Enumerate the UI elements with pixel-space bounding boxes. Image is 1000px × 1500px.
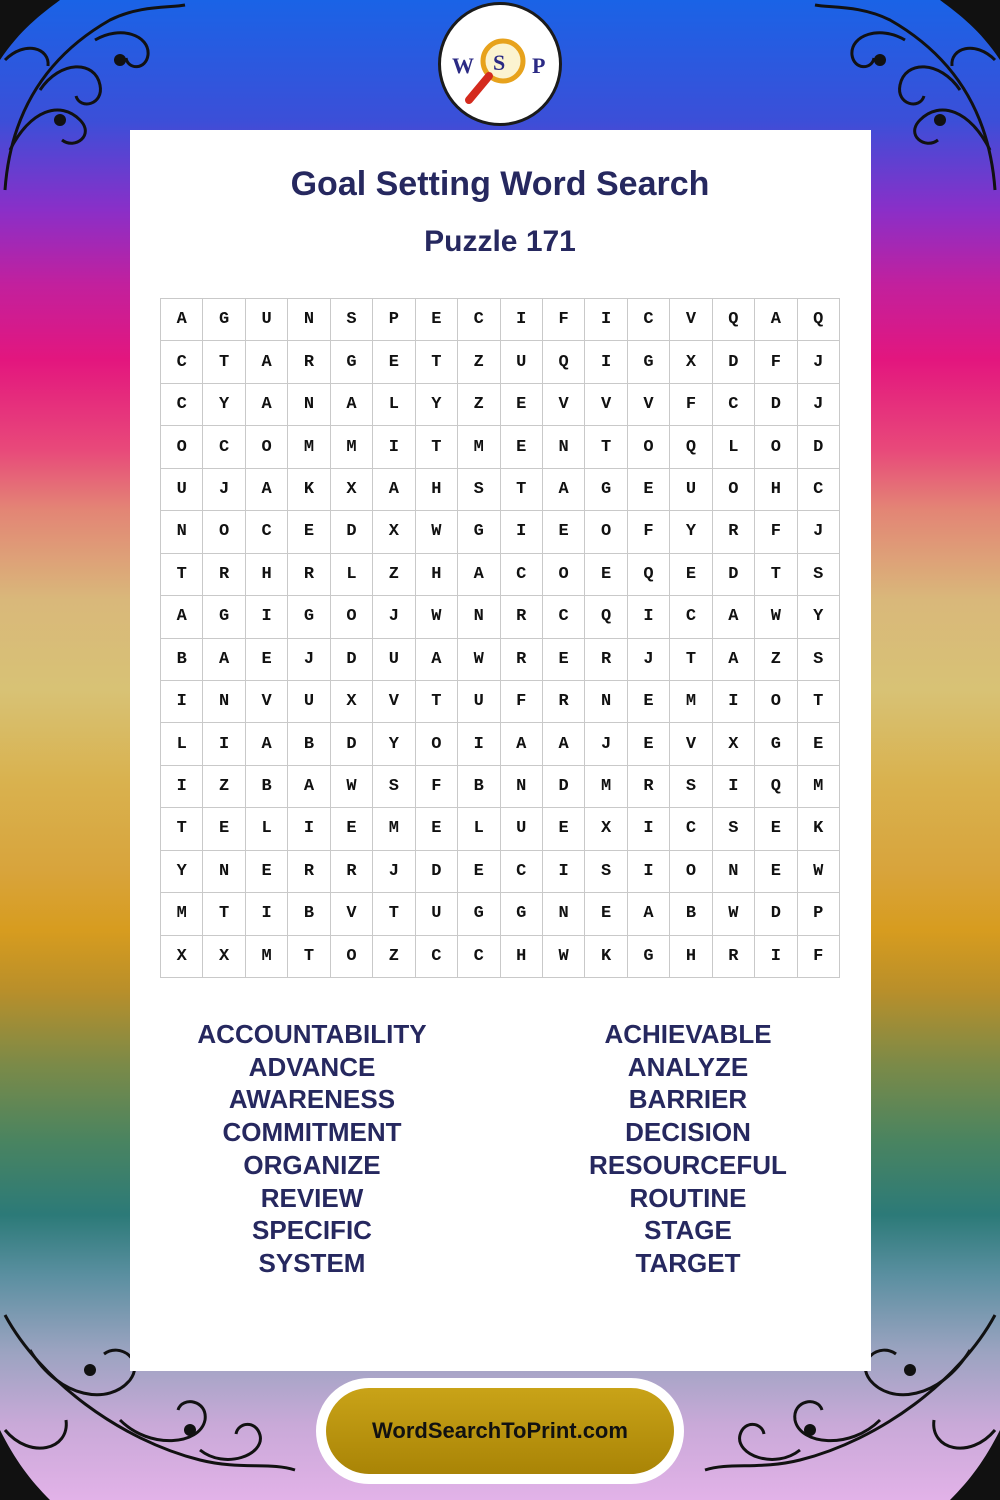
grid-cell[interactable]: V xyxy=(670,299,712,341)
grid-cell[interactable]: U xyxy=(288,681,330,723)
grid-cell[interactable]: M xyxy=(373,808,415,850)
grid-cell[interactable]: V xyxy=(246,681,288,723)
puzzle-number: Puzzle 171 xyxy=(424,225,576,258)
word-list-item: STAGE xyxy=(644,1215,732,1246)
grid-cell[interactable]: I xyxy=(628,596,670,638)
logo-letter-w: W xyxy=(452,53,474,78)
grid-cell[interactable]: F xyxy=(798,936,840,978)
word-list-item: COMMITMENT xyxy=(222,1117,402,1148)
grid-cell[interactable]: A xyxy=(628,893,670,935)
grid-cell[interactable]: U xyxy=(161,469,203,511)
grid-cell[interactable]: I xyxy=(501,511,543,553)
grid-cell[interactable]: Y xyxy=(373,723,415,765)
grid-cell[interactable]: Q xyxy=(628,554,670,596)
grid-cell[interactable]: N xyxy=(585,681,627,723)
grid-cell[interactable]: E xyxy=(501,426,543,468)
word-list-item: ANALYZE xyxy=(627,1051,749,1082)
grid-cell[interactable]: D xyxy=(755,384,797,426)
grid-cell[interactable]: T xyxy=(755,554,797,596)
grid-cell[interactable]: E xyxy=(755,808,797,850)
grid-cell[interactable]: U xyxy=(246,299,288,341)
grid-cell[interactable]: B xyxy=(288,893,330,935)
grid-cell[interactable]: I xyxy=(628,851,670,893)
grid-cell[interactable]: B xyxy=(458,766,500,808)
grid-cell[interactable]: W xyxy=(543,936,585,978)
grid-cell[interactable]: G xyxy=(203,299,245,341)
grid-cell[interactable]: G xyxy=(458,893,500,935)
grid-cell[interactable]: D xyxy=(416,851,458,893)
grid-cell[interactable]: A xyxy=(246,723,288,765)
grid-cell[interactable]: L xyxy=(246,808,288,850)
grid-cell[interactable]: N xyxy=(203,681,245,723)
grid-cell[interactable]: Z xyxy=(203,766,245,808)
word-list-item: ACCOUNTABILITY xyxy=(197,1019,427,1049)
grid-cell[interactable]: V xyxy=(628,384,670,426)
grid-cell[interactable]: Z xyxy=(373,554,415,596)
grid-cell[interactable]: I xyxy=(501,299,543,341)
grid-cell[interactable]: A xyxy=(713,596,755,638)
grid-cell[interactable]: E xyxy=(628,681,670,723)
grid-cell[interactable]: E xyxy=(670,554,712,596)
grid-cell[interactable]: E xyxy=(416,299,458,341)
grid-cell[interactable]: O xyxy=(755,681,797,723)
grid-cell[interactable]: V xyxy=(373,681,415,723)
grid-cell[interactable]: R xyxy=(203,554,245,596)
grid-cell[interactable]: T xyxy=(670,639,712,681)
grid-cell[interactable]: Q xyxy=(670,426,712,468)
grid-cell[interactable]: R xyxy=(713,511,755,553)
grid-cell[interactable]: E xyxy=(585,554,627,596)
grid-cell[interactable]: F xyxy=(501,681,543,723)
grid-cell[interactable]: F xyxy=(543,299,585,341)
grid-cell[interactable]: G xyxy=(755,723,797,765)
grid-cell[interactable]: S xyxy=(798,554,840,596)
word-list-item: SYSTEM xyxy=(258,1247,366,1278)
grid-cell[interactable]: D xyxy=(543,766,585,808)
grid-cell[interactable]: M xyxy=(458,426,500,468)
grid-cell[interactable]: C xyxy=(501,851,543,893)
grid-cell[interactable]: D xyxy=(755,893,797,935)
grid-cell[interactable]: L xyxy=(458,808,500,850)
grid-cell[interactable]: M xyxy=(331,426,373,468)
grid-cell[interactable]: B xyxy=(246,766,288,808)
grid-cell[interactable]: C xyxy=(203,426,245,468)
grid-cell[interactable]: E xyxy=(543,808,585,850)
grid-cell[interactable]: X xyxy=(585,808,627,850)
grid-cell[interactable]: V xyxy=(331,893,373,935)
grid-cell[interactable]: N xyxy=(458,596,500,638)
grid-cell[interactable]: W xyxy=(416,596,458,638)
grid-cell[interactable]: N xyxy=(203,851,245,893)
grid-cell[interactable]: R xyxy=(331,851,373,893)
grid-cell[interactable]: C xyxy=(670,808,712,850)
grid-cell[interactable]: E xyxy=(798,723,840,765)
grid-cell[interactable]: N xyxy=(288,299,330,341)
grid-cell[interactable]: O xyxy=(585,511,627,553)
grid-cell[interactable]: C xyxy=(628,299,670,341)
grid-cell[interactable]: R xyxy=(628,766,670,808)
grid-cell[interactable]: O xyxy=(713,469,755,511)
grid-cell[interactable]: O xyxy=(543,554,585,596)
grid-cell[interactable]: T xyxy=(416,341,458,383)
grid-cell[interactable]: R xyxy=(501,639,543,681)
grid-cell[interactable]: E xyxy=(501,384,543,426)
grid-cell[interactable]: A xyxy=(458,554,500,596)
word-list-item: DECISION xyxy=(625,1117,751,1148)
grid-cell[interactable]: T xyxy=(161,808,203,850)
grid-cell[interactable]: T xyxy=(373,893,415,935)
grid-cell[interactable]: V xyxy=(670,723,712,765)
grid-cell[interactable]: L xyxy=(373,384,415,426)
grid-cell[interactable]: Q xyxy=(543,341,585,383)
logo-letter-p: P xyxy=(532,53,546,78)
grid-cell[interactable]: R xyxy=(288,554,330,596)
grid-cell[interactable]: Q xyxy=(755,766,797,808)
grid-cell[interactable]: U xyxy=(670,469,712,511)
grid-cell[interactable]: O xyxy=(203,511,245,553)
grid-cell[interactable]: O xyxy=(161,426,203,468)
grid-cell[interactable]: F xyxy=(755,511,797,553)
grid-cell[interactable]: Z xyxy=(458,384,500,426)
grid-cell[interactable]: D xyxy=(331,639,373,681)
grid-cell[interactable]: C xyxy=(416,936,458,978)
grid-cell[interactable]: E xyxy=(246,639,288,681)
grid-cell[interactable]: I xyxy=(288,808,330,850)
grid-cell[interactable]: B xyxy=(288,723,330,765)
grid-cell[interactable]: O xyxy=(670,851,712,893)
grid-cell[interactable]: D xyxy=(331,511,373,553)
website-link-button[interactable]: WordSearchToPrint.com xyxy=(326,1388,674,1474)
grid-cell[interactable]: S xyxy=(585,851,627,893)
grid-cell[interactable]: V xyxy=(543,384,585,426)
grid-cell[interactable]: G xyxy=(628,341,670,383)
word-list-item: ACHIEVABLE xyxy=(604,1019,772,1049)
grid-cell[interactable]: Z xyxy=(373,936,415,978)
grid-cell[interactable]: E xyxy=(246,851,288,893)
grid-cell[interactable]: I xyxy=(246,596,288,638)
grid-cell[interactable]: P xyxy=(798,893,840,935)
word-list-left xyxy=(132,1018,492,1280)
grid-cell[interactable]: J xyxy=(798,384,840,426)
grid-cell[interactable]: M xyxy=(798,766,840,808)
grid-cell[interactable]: I xyxy=(373,426,415,468)
grid-cell[interactable]: N xyxy=(288,384,330,426)
grid-cell[interactable]: N xyxy=(713,851,755,893)
grid-cell[interactable]: G xyxy=(458,511,500,553)
grid-cell[interactable]: N xyxy=(501,766,543,808)
grid-cell[interactable]: D xyxy=(331,723,373,765)
grid-cell[interactable]: T xyxy=(416,681,458,723)
grid-cell[interactable]: H xyxy=(670,936,712,978)
grid-cell[interactable]: C xyxy=(246,511,288,553)
grid-cell[interactable]: S xyxy=(458,469,500,511)
grid-cell[interactable]: E xyxy=(543,639,585,681)
grid-cell[interactable]: Y xyxy=(161,851,203,893)
grid-cell[interactable]: I xyxy=(713,681,755,723)
grid-cell[interactable]: Y xyxy=(203,384,245,426)
grid-cell[interactable]: B xyxy=(670,893,712,935)
grid-cell[interactable]: A xyxy=(331,384,373,426)
grid-cell[interactable]: A xyxy=(288,766,330,808)
grid-cell[interactable]: D xyxy=(798,426,840,468)
grid-cell[interactable]: U xyxy=(501,808,543,850)
grid-cell[interactable]: O xyxy=(755,426,797,468)
grid-cell[interactable]: E xyxy=(373,341,415,383)
grid-cell[interactable]: H xyxy=(246,554,288,596)
grid-cell[interactable]: U xyxy=(416,893,458,935)
grid-cell[interactable]: Z xyxy=(755,639,797,681)
grid-cell[interactable]: C xyxy=(543,596,585,638)
page-title: Goal Setting Word Search xyxy=(290,165,710,203)
grid-cell[interactable]: J xyxy=(373,596,415,638)
grid-cell[interactable]: L xyxy=(331,554,373,596)
grid-cell[interactable]: X xyxy=(670,341,712,383)
grid-cell[interactable]: Q xyxy=(798,299,840,341)
grid-cell[interactable]: I xyxy=(161,681,203,723)
grid-cell[interactable]: H xyxy=(755,469,797,511)
grid-cell[interactable]: Q xyxy=(713,299,755,341)
word-list-item: TARGET xyxy=(635,1247,741,1278)
word-list-item: ROUTINE xyxy=(629,1182,747,1213)
grid-cell[interactable]: E xyxy=(628,723,670,765)
grid-cell[interactable]: R xyxy=(501,596,543,638)
grid-cell[interactable]: J xyxy=(585,723,627,765)
grid-cell[interactable]: A xyxy=(713,639,755,681)
grid-cell[interactable]: O xyxy=(246,426,288,468)
grid-cell[interactable]: S xyxy=(331,299,373,341)
grid-cell[interactable]: S xyxy=(670,766,712,808)
grid-cell[interactable]: X xyxy=(373,511,415,553)
grid-cell[interactable]: M xyxy=(288,426,330,468)
grid-cell[interactable]: T xyxy=(798,681,840,723)
grid-cell[interactable]: O xyxy=(628,426,670,468)
grid-cell[interactable]: A xyxy=(246,384,288,426)
grid-cell[interactable]: O xyxy=(331,596,373,638)
grid-cell[interactable]: T xyxy=(585,426,627,468)
grid-cell[interactable]: R xyxy=(288,341,330,383)
grid-cell[interactable]: W xyxy=(331,766,373,808)
grid-cell[interactable]: E xyxy=(458,851,500,893)
grid-cell[interactable]: D xyxy=(713,341,755,383)
grid-cell[interactable]: D xyxy=(713,554,755,596)
grid-cell[interactable]: N xyxy=(543,426,585,468)
grid-cell[interactable]: C xyxy=(161,384,203,426)
grid-cell[interactable]: X xyxy=(331,681,373,723)
word-list-item: REVIEW xyxy=(260,1182,364,1213)
grid-cell[interactable]: A xyxy=(246,469,288,511)
word-list-item: ADVANCE xyxy=(248,1051,376,1082)
grid-cell[interactable]: C xyxy=(713,384,755,426)
grid-cell[interactable]: T xyxy=(288,936,330,978)
grid-cell[interactable]: A xyxy=(501,723,543,765)
grid-cell[interactable]: T xyxy=(501,469,543,511)
word-list-item: BARRIER xyxy=(628,1084,748,1115)
grid-cell[interactable]: J xyxy=(798,341,840,383)
grid-cell[interactable]: C xyxy=(161,341,203,383)
grid-cell[interactable]: C xyxy=(798,469,840,511)
grid-cell[interactable]: C xyxy=(458,936,500,978)
grid-cell[interactable]: I xyxy=(628,808,670,850)
grid-cell[interactable]: A xyxy=(246,341,288,383)
grid-cell[interactable]: G xyxy=(501,893,543,935)
grid-cell[interactable]: E xyxy=(543,511,585,553)
grid-cell[interactable]: F xyxy=(670,384,712,426)
grid-cell[interactable]: A xyxy=(161,596,203,638)
grid-cell[interactable]: A xyxy=(203,639,245,681)
grid-cell[interactable]: F xyxy=(755,341,797,383)
grid-cell[interactable]: I xyxy=(246,893,288,935)
grid-cell[interactable]: G xyxy=(585,469,627,511)
grid-cell[interactable]: I xyxy=(458,723,500,765)
word-list-right xyxy=(508,1018,868,1280)
grid-cell[interactable]: E xyxy=(416,808,458,850)
grid-cell[interactable]: E xyxy=(755,851,797,893)
grid-cell[interactable]: S xyxy=(798,639,840,681)
grid-cell[interactable]: M xyxy=(585,766,627,808)
grid-cell[interactable]: W xyxy=(798,851,840,893)
grid-cell[interactable]: W xyxy=(755,596,797,638)
grid-cell[interactable]: Y xyxy=(416,384,458,426)
grid-cell[interactable]: T xyxy=(203,341,245,383)
grid-cell[interactable]: I xyxy=(543,851,585,893)
grid-cell[interactable]: I xyxy=(585,341,627,383)
grid-cell[interactable]: X xyxy=(331,469,373,511)
grid-cell[interactable]: T xyxy=(416,426,458,468)
grid-cell[interactable]: M xyxy=(670,681,712,723)
grid-cell[interactable]: N xyxy=(543,893,585,935)
grid-cell[interactable]: C xyxy=(670,596,712,638)
grid-cell[interactable]: E xyxy=(628,469,670,511)
grid-cell[interactable]: B xyxy=(161,639,203,681)
word-list-item: RESOURCEFUL xyxy=(589,1149,787,1180)
grid-cell[interactable]: O xyxy=(331,936,373,978)
grid-cell[interactable]: A xyxy=(755,299,797,341)
grid-cell[interactable]: I xyxy=(203,723,245,765)
grid-cell[interactable]: S xyxy=(373,766,415,808)
grid-cell[interactable]: F xyxy=(416,766,458,808)
wsp-logo xyxy=(438,2,562,126)
grid-cell[interactable]: E xyxy=(203,808,245,850)
grid-cell[interactable]: M xyxy=(246,936,288,978)
grid-cell[interactable]: I xyxy=(713,766,755,808)
word-list-item: ORGANIZE xyxy=(243,1149,381,1180)
word-list-item: AWARENESS xyxy=(228,1084,396,1115)
grid-cell[interactable]: R xyxy=(288,851,330,893)
grid-cell[interactable]: E xyxy=(331,808,373,850)
grid-cell[interactable]: H xyxy=(501,936,543,978)
grid-cell[interactable]: T xyxy=(161,554,203,596)
grid-cell[interactable]: U xyxy=(373,639,415,681)
grid-cell[interactable]: R xyxy=(543,681,585,723)
grid-cell[interactable]: G xyxy=(331,341,373,383)
grid-cell[interactable]: R xyxy=(713,936,755,978)
grid-cell[interactable]: N xyxy=(161,511,203,553)
grid-cell[interactable]: G xyxy=(288,596,330,638)
grid-cell[interactable]: U xyxy=(501,341,543,383)
grid-cell[interactable]: E xyxy=(288,511,330,553)
grid-cell[interactable]: C xyxy=(458,299,500,341)
grid-cell[interactable]: C xyxy=(501,554,543,596)
grid-cell[interactable]: Z xyxy=(458,341,500,383)
grid-cell[interactable]: J xyxy=(373,851,415,893)
grid-cell[interactable]: I xyxy=(585,299,627,341)
grid-cell[interactable]: L xyxy=(713,426,755,468)
grid-cell[interactable]: W xyxy=(713,893,755,935)
grid-cell[interactable]: J xyxy=(628,639,670,681)
grid-cell[interactable]: A xyxy=(543,469,585,511)
grid-cell[interactable]: T xyxy=(203,893,245,935)
letter-grid xyxy=(160,298,840,978)
grid-cell[interactable]: Y xyxy=(798,596,840,638)
grid-cell[interactable]: H xyxy=(416,469,458,511)
word-list-item: SPECIFIC xyxy=(252,1215,372,1246)
grid-cell[interactable]: X xyxy=(161,936,203,978)
grid-cell[interactable]: H xyxy=(416,554,458,596)
grid-cell[interactable]: W xyxy=(458,639,500,681)
logo-letter-s: S xyxy=(493,50,506,75)
grid-cell[interactable]: I xyxy=(161,766,203,808)
grid-cell[interactable]: V xyxy=(585,384,627,426)
grid-cell[interactable]: R xyxy=(585,639,627,681)
grid-cell[interactable]: F xyxy=(628,511,670,553)
grid-cell[interactable]: J xyxy=(288,639,330,681)
grid-cell[interactable]: X xyxy=(713,723,755,765)
grid-cell[interactable]: P xyxy=(373,299,415,341)
grid-cell[interactable]: X xyxy=(203,936,245,978)
grid-cell[interactable]: I xyxy=(755,936,797,978)
grid-cell[interactable]: O xyxy=(416,723,458,765)
grid-cell[interactable]: U xyxy=(458,681,500,723)
grid-cell[interactable]: W xyxy=(416,511,458,553)
grid-cell[interactable]: A xyxy=(161,299,203,341)
grid-cell[interactable]: Q xyxy=(585,596,627,638)
grid-cell[interactable]: K xyxy=(798,808,840,850)
grid-cell[interactable]: J xyxy=(798,511,840,553)
grid-cell[interactable]: K xyxy=(288,469,330,511)
grid-cell[interactable]: Y xyxy=(670,511,712,553)
grid-cell[interactable]: A xyxy=(543,723,585,765)
grid-cell[interactable]: G xyxy=(203,596,245,638)
grid-cell[interactable]: J xyxy=(203,469,245,511)
grid-cell[interactable]: E xyxy=(585,893,627,935)
grid-cell[interactable]: M xyxy=(161,893,203,935)
grid-cell[interactable]: L xyxy=(161,723,203,765)
grid-cell[interactable]: A xyxy=(416,639,458,681)
grid-cell[interactable]: G xyxy=(628,936,670,978)
grid-cell[interactable]: K xyxy=(585,936,627,978)
grid-cell[interactable]: S xyxy=(713,808,755,850)
grid-cell[interactable]: A xyxy=(373,469,415,511)
